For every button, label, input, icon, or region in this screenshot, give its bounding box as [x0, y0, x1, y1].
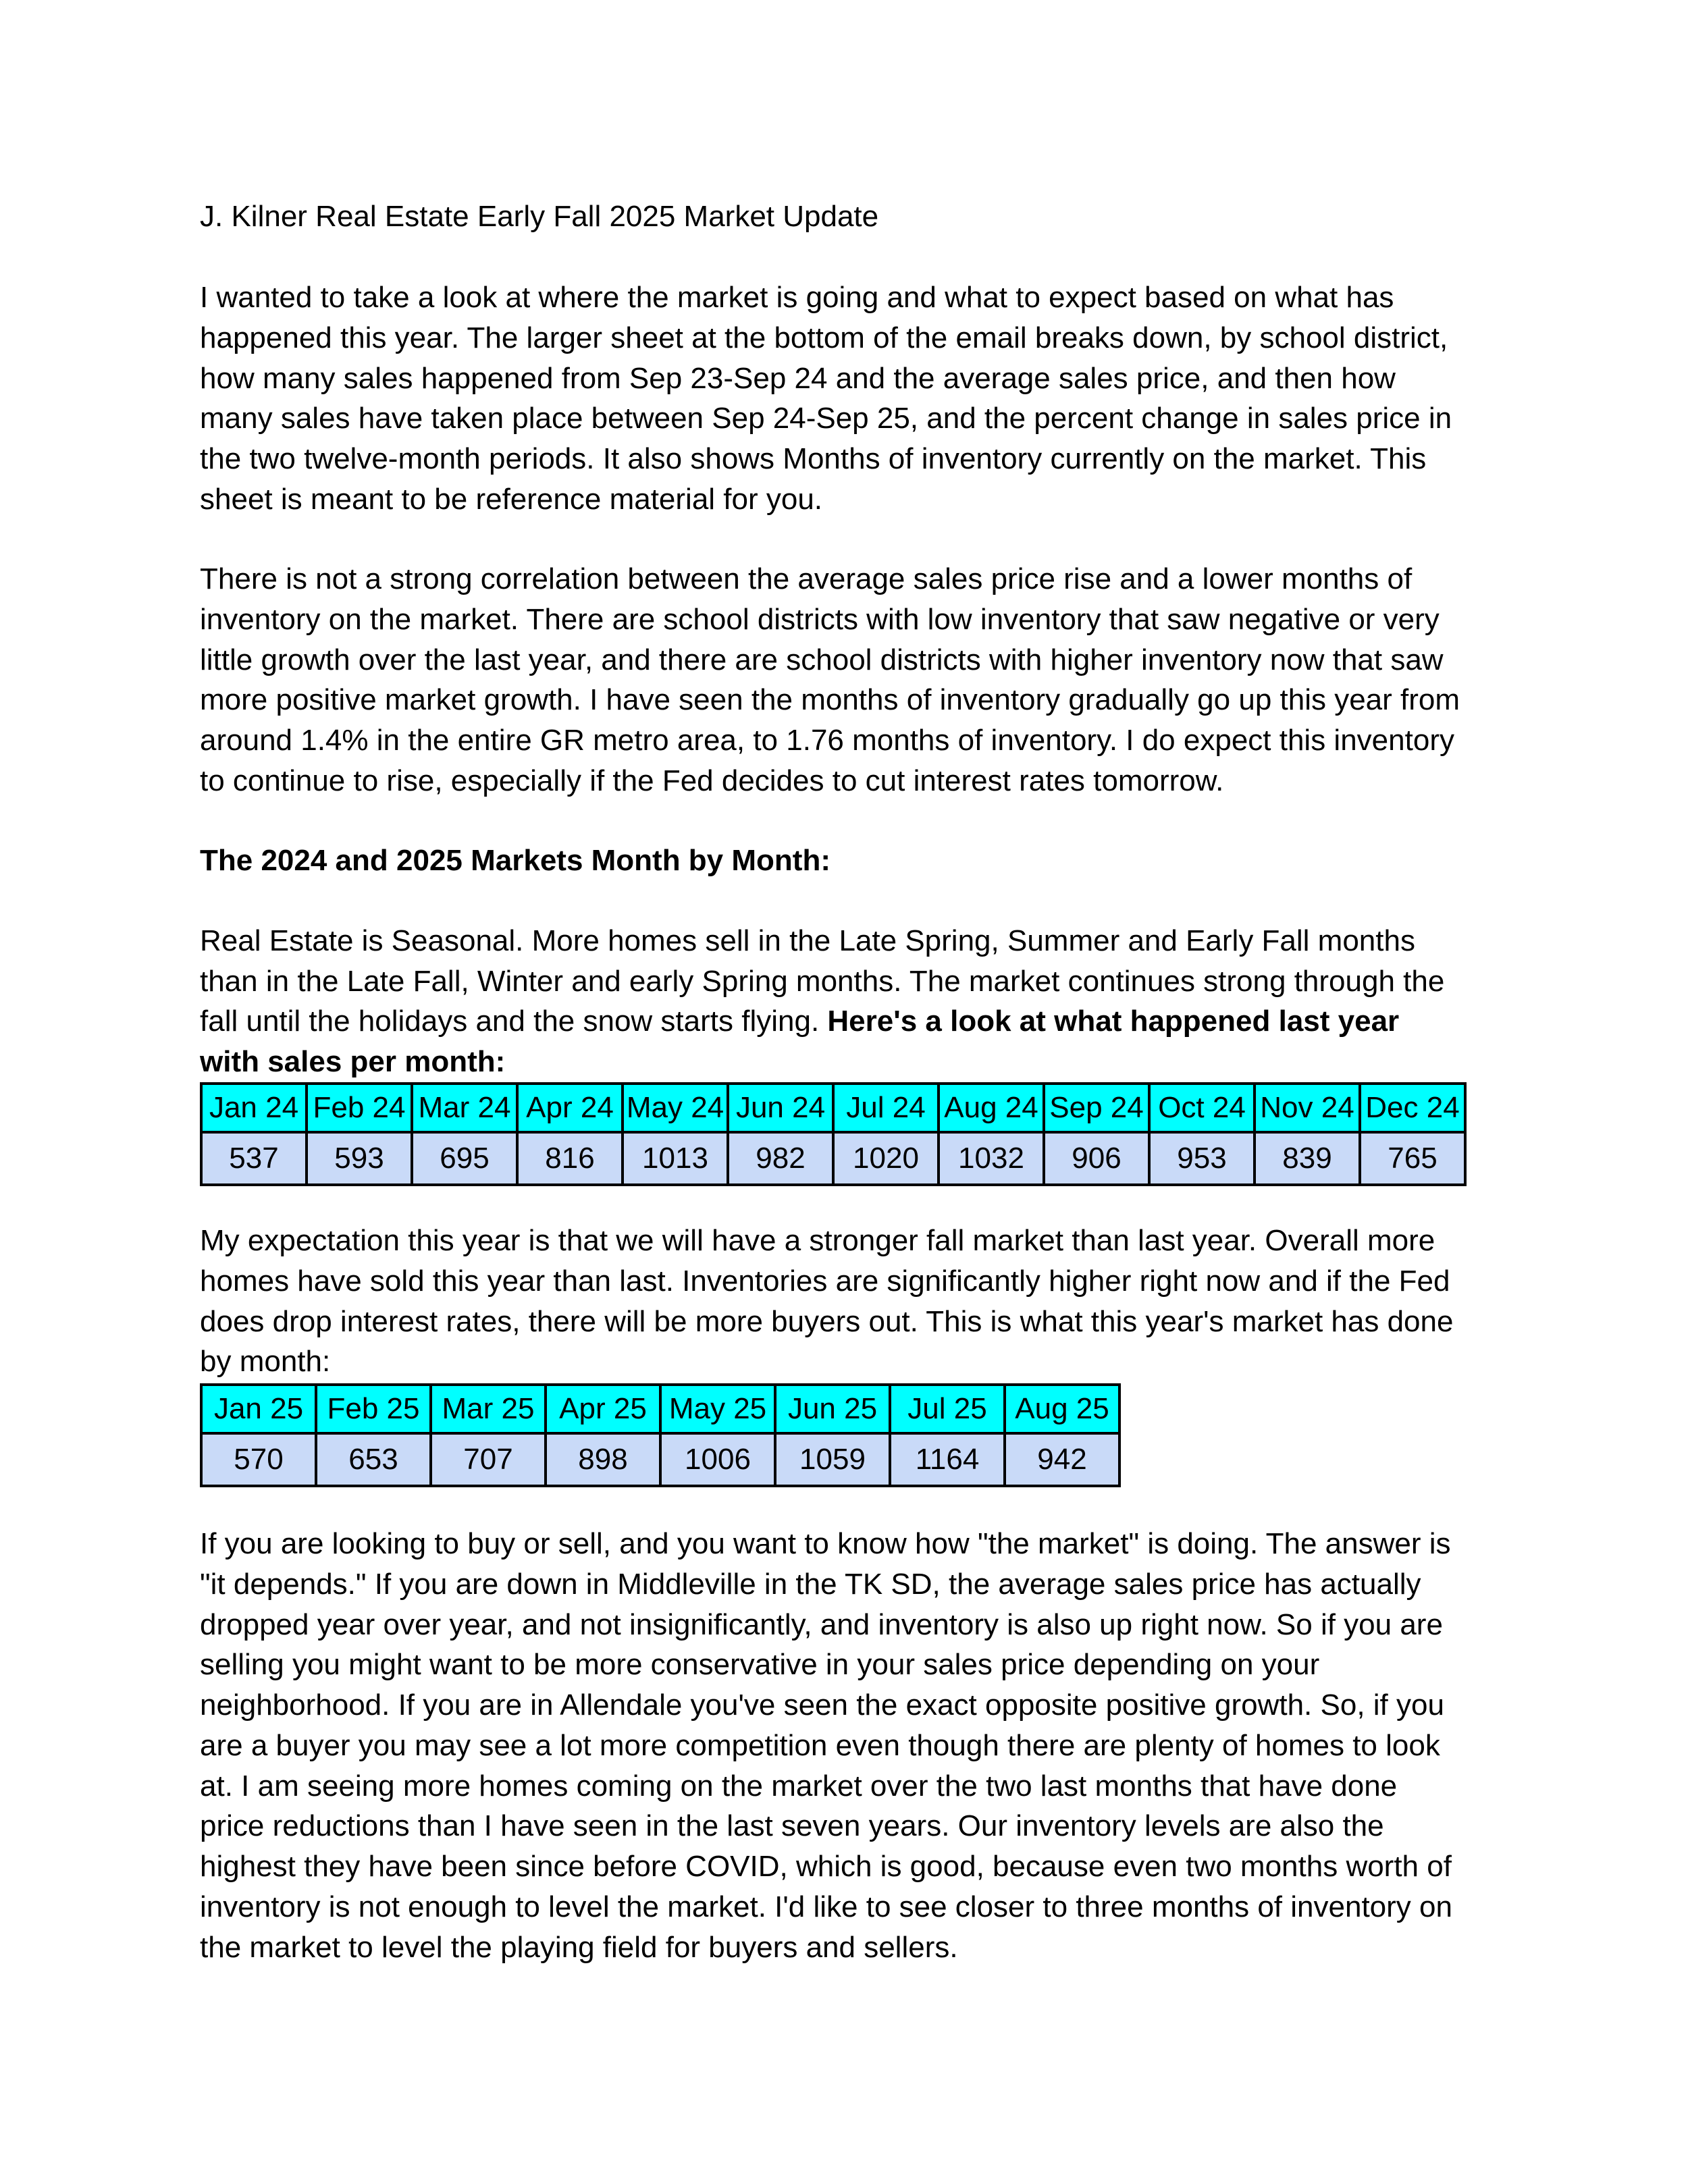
- paragraph-4-line: My expectation this year is that we will have a stronger fall market than last year. Overall more: [200, 1224, 1435, 1257]
- sales-cell: 1006: [660, 1433, 775, 1486]
- paragraph-2-line: inventory on the market. There are school districts with low inventory that saw negative or very: [200, 603, 1440, 636]
- sales-cell: 653: [316, 1433, 431, 1486]
- paragraph-5-line: dropped year over year, and not insignificantly, and inventory is also up right now. So if you are: [200, 1608, 1443, 1641]
- paragraph-4-line: does drop interest rates, there will be more buyers out. This is what this year's market has done: [200, 1305, 1454, 1338]
- sales-cell: 982: [728, 1132, 833, 1185]
- paragraph-1-line: sheet is meant to be reference material for you.: [200, 483, 823, 516]
- table-header-row: [201, 1084, 1465, 1132]
- paragraph-3-line: than in the Late Fall, Winter and early Spring months. The market continues strong through the: [200, 965, 1445, 998]
- paragraph-1-line: the two twelve-month periods. It also shows Months of inventory currently on the market. This: [200, 442, 1427, 475]
- paragraph-2-line: There is not a strong correlation between the average sales price rise and a lower months of: [200, 562, 1413, 595]
- sales-cell: 898: [546, 1433, 660, 1486]
- month-cell: Mar 24: [412, 1084, 517, 1132]
- table-values-row: [201, 1433, 1119, 1486]
- paragraph-5-line: price reductions than I have seen in the last seven years. Our inventory levels are also the: [200, 1809, 1384, 1842]
- sales-cell: 1059: [775, 1433, 890, 1486]
- month-cell: Jan 25: [201, 1385, 316, 1433]
- sales-cell: 1013: [623, 1132, 728, 1185]
- paragraph-1-line: I wanted to take a look at where the market is going and what to expect based on what has: [200, 281, 1394, 314]
- month-cell: Dec 24: [1360, 1084, 1465, 1132]
- month-cell: Nov 24: [1255, 1084, 1360, 1132]
- paragraph-5-line: the market to level the playing field for buyers and sellers.: [200, 1931, 958, 1964]
- month-cell: Apr 24: [517, 1084, 623, 1132]
- table-values-row: [201, 1132, 1465, 1185]
- month-cell: Jun 24: [728, 1084, 833, 1132]
- sales-table-2025: [200, 1383, 1121, 1487]
- paragraph-5-line: inventory is not enough to level the market. I'd like to see closer to three months of inventory on: [200, 1890, 1452, 1923]
- sales-cell: 695: [412, 1132, 517, 1185]
- paragraph-2-line: to continue to rise, especially if the Fed decides to cut interest rates tomorrow.: [200, 764, 1224, 797]
- month-cell: Mar 25: [431, 1385, 546, 1433]
- paragraph-5-line: If you are looking to buy or sell, and you want to know how "the market" is doing. The answer is: [200, 1527, 1451, 1560]
- sales-cell: 1020: [833, 1132, 939, 1185]
- paragraph-3-text: fall until the holidays and the snow starts flying.: [200, 1005, 828, 1038]
- section-heading: The 2024 and 2025 Markets Month by Month:: [200, 844, 830, 877]
- paragraph-3-line: Real Estate is Seasonal. More homes sell in the Late Spring, Summer and Early Fall months: [200, 924, 1415, 957]
- sales-cell: 765: [1360, 1132, 1465, 1185]
- paragraph-5-line: selling you might want to be more conservative in your sales price depending on your: [200, 1648, 1320, 1681]
- paragraph-5-line: are a buyer you may see a lot more competition even though there are plenty of homes to look: [200, 1729, 1440, 1762]
- sales-cell: 839: [1255, 1132, 1360, 1185]
- month-cell: Sep 24: [1044, 1084, 1149, 1132]
- paragraph-5-line: neighborhood. If you are in Allendale you've seen the exact opposite positive growth. So, if you: [200, 1688, 1444, 1722]
- paragraph-2-line: little growth over the last year, and there are school districts with higher inventory now that saw: [200, 643, 1444, 676]
- month-cell: Aug 25: [1005, 1385, 1119, 1433]
- paragraph-3-bold-text: Here's a look at what happened last year: [827, 1005, 1400, 1038]
- month-cell: Jul 24: [833, 1084, 939, 1132]
- month-cell: Feb 25: [316, 1385, 431, 1433]
- sales-cell: 906: [1044, 1132, 1149, 1185]
- sales-cell: 953: [1149, 1132, 1255, 1185]
- paragraph-4-line: homes have sold this year than last. Inventories are significantly higher right now and if the Fed: [200, 1264, 1450, 1298]
- paragraph-1-line: many sales have taken place between Sep 24-Sep 25, and the percent change in sales price in: [200, 402, 1452, 435]
- sales-cell: 707: [431, 1433, 546, 1486]
- sales-cell: 816: [517, 1132, 623, 1185]
- month-cell: May 24: [623, 1084, 728, 1132]
- sales-cell: 942: [1005, 1433, 1119, 1486]
- paragraph-2-line: around 1.4% in the entire GR metro area, to 1.76 months of inventory. I do expect this inventory: [200, 724, 1454, 757]
- month-cell: Jan 24: [201, 1084, 307, 1132]
- month-cell: May 25: [660, 1385, 775, 1433]
- sales-cell: 570: [201, 1433, 316, 1486]
- paragraph-1-line: how many sales happened from Sep 23-Sep 24 and the average sales price, and then how: [200, 362, 1396, 395]
- sales-cell: 1032: [939, 1132, 1044, 1185]
- sales-cell: 537: [201, 1132, 307, 1185]
- document-title: J. Kilner Real Estate Early Fall 2025 Market Update: [200, 200, 879, 233]
- paragraph-5-line: at. I am seeing more homes coming on the market over the two last months that have done: [200, 1769, 1398, 1803]
- sales-table-2024: [200, 1082, 1467, 1186]
- paragraph-1-line: happened this year. The larger sheet at the bottom of the email breaks down, by school district,: [200, 321, 1448, 354]
- paragraph-3-line: [200, 1001, 1399, 1042]
- table-header-row: [201, 1385, 1119, 1433]
- month-cell: Apr 25: [546, 1385, 660, 1433]
- sales-cell: 593: [307, 1132, 412, 1185]
- month-cell: Jul 25: [890, 1385, 1005, 1433]
- month-cell: Oct 24: [1149, 1084, 1255, 1132]
- paragraph-2-line: more positive market growth. I have seen the months of inventory gradually go up this year from: [200, 683, 1460, 716]
- paragraph-4-line: by month:: [200, 1345, 331, 1378]
- paragraph-5-line: "it depends." If you are down in Middleville in the TK SD, the average sales price has actually: [200, 1568, 1421, 1601]
- sales-cell: 1164: [890, 1433, 1005, 1486]
- month-cell: Aug 24: [939, 1084, 1044, 1132]
- month-cell: Feb 24: [307, 1084, 412, 1132]
- month-cell: Jun 25: [775, 1385, 890, 1433]
- paragraph-3-line-bold: with sales per month:: [200, 1045, 506, 1078]
- paragraph-5-line: highest they have been since before COVID, which is good, because even two months worth of: [200, 1850, 1452, 1883]
